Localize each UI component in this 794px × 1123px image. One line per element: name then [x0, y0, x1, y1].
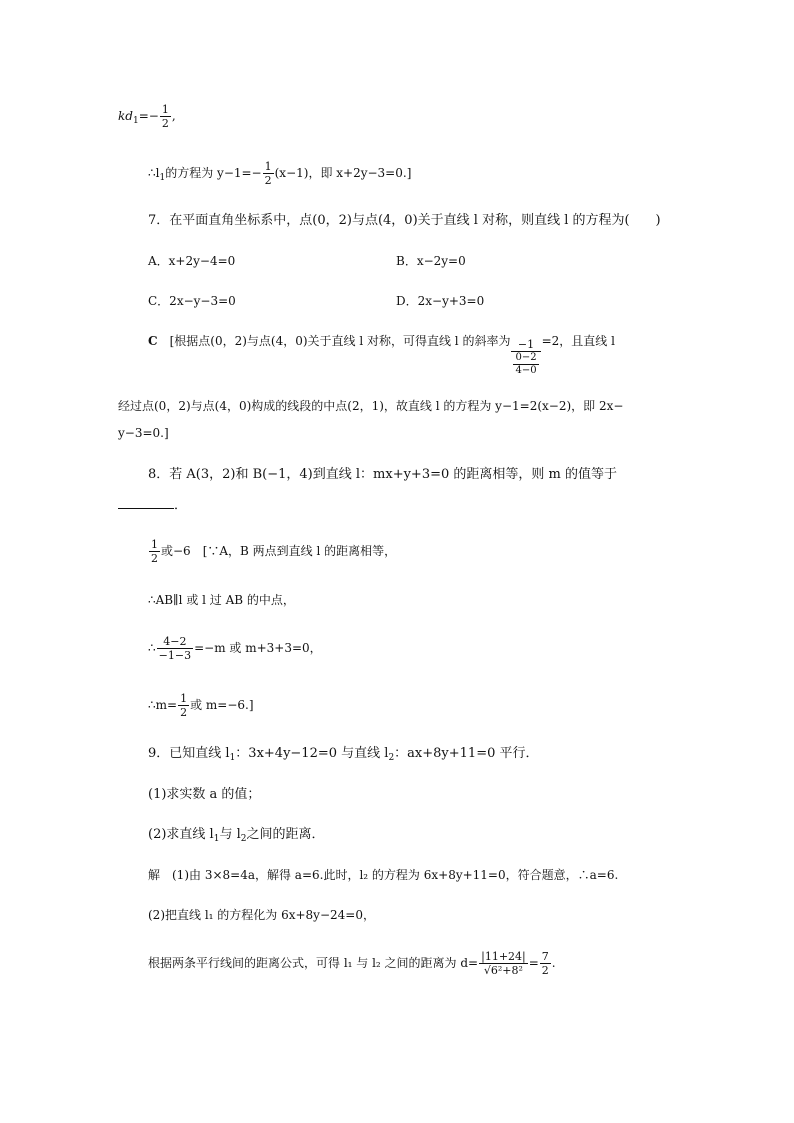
question-9-stem — [148, 745, 539, 767]
period: . — [551, 956, 556, 970]
equals-neg: =− — [138, 109, 159, 123]
question-7-stem: 7．在平面直角坐标系中，点(0，2)与点(4，0)关于直线 l 对称，则直线 l 的方程为( ) — [148, 213, 661, 228]
option-d: D．2x−y+3=0 — [396, 294, 485, 308]
question-8-blank-line — [118, 494, 187, 515]
q8-answer-line3 — [148, 635, 322, 662]
answer-blank — [118, 494, 174, 509]
equals: = — [528, 956, 539, 970]
subscript: 1 — [213, 834, 220, 844]
period: ． — [174, 498, 188, 513]
stem-text: 9．已知直线 l — [148, 746, 230, 761]
option-c: C．2x−y−3=0 — [148, 294, 236, 308]
numerator: 7 — [541, 950, 549, 963]
q8-answer-line4 — [148, 692, 254, 719]
subscript: 2 — [388, 753, 395, 763]
option-a: A．x+2y−4=0 — [148, 254, 236, 268]
numerator: 1 — [161, 103, 169, 116]
denominator: 2 — [264, 174, 272, 187]
equation-text-end: (x−1)，即 x+2y−3=0.] — [274, 166, 412, 180]
numerator: 1 — [151, 538, 158, 551]
answer-letter: C — [148, 334, 158, 348]
therefore: ∴ — [148, 641, 156, 655]
subscript: 1 — [229, 753, 236, 763]
answer-text-2: =2，且直线 l — [541, 334, 615, 348]
answer-text: [根据点(0，2)与点(4，0)关于直线 l 对称，可得直线 l 的斜率为 — [169, 334, 511, 348]
q9-part-1: (1)求实数 a 的值； — [148, 787, 261, 802]
option-b: B．x−2y=0 — [396, 254, 466, 268]
slope-fraction — [511, 338, 540, 377]
fraction-half — [263, 160, 274, 187]
subscript: 1 — [132, 116, 139, 126]
slope-fraction — [157, 635, 193, 662]
q9-solution-1: 解 (1)由 3×8=4a，解得 a=6.此时，l₂ 的方程为 6x+8y+11=0，符合题意，∴a=6. — [148, 868, 619, 882]
comma: , — [171, 109, 176, 123]
part-text-3: 之间的距离． — [246, 827, 325, 842]
equation-text: 的方程为 y−1=− — [165, 166, 262, 180]
answer-text: 或−6 [∵A，B 两点到直线 l 的距离相等， — [161, 544, 397, 558]
q7-answer-line3: y−3=0.] — [118, 426, 169, 440]
fraction-half — [149, 538, 160, 565]
numerator: 1 — [180, 692, 188, 705]
numerator: 1 — [264, 160, 272, 173]
therefore-m: ∴m= — [148, 698, 178, 712]
q8-answer-line2: ∴AB∥l 或 l 过 AB 的中点， — [148, 593, 295, 607]
question-8-stem: 8．若 A(3，2)和 B(−1，4)到直线 l：mx+y+3=0 的距离相等，则 m 的值等于 — [148, 467, 617, 482]
distance-fraction — [479, 950, 528, 977]
inner-numerator: 0−2 — [515, 351, 537, 363]
q9-solution-2: (2)把直线 l₁ 的方程化为 6x+8y−24=0， — [148, 908, 375, 922]
inner-denominator: 4−0 — [515, 364, 537, 376]
therefore-l: ∴l — [148, 166, 160, 180]
result-fraction — [540, 950, 551, 977]
var-d: d — [125, 109, 133, 123]
stem-text-2: ：3x+4y−12=0 与直线 l — [235, 746, 389, 761]
fraction-half — [160, 103, 171, 130]
denominator: √6²+8² — [483, 964, 523, 977]
solution-text: 根据两条平行线间的距离公式，可得 l₁ 与 l₂ 之间的距离为 d= — [148, 956, 479, 970]
subscript: 2 — [240, 834, 247, 844]
solution-line-kd1 — [118, 103, 176, 130]
part-text: (2)求直线 l — [148, 827, 214, 842]
denominator: 2 — [151, 552, 158, 565]
inner-fraction — [511, 352, 540, 377]
stem-text-3: ：ax+8y+11=0 平行． — [394, 746, 539, 761]
fraction-half — [178, 692, 189, 719]
answer-text: 或 m=−6.] — [190, 698, 254, 712]
q7-answer-line2: 经过点(0，2)与点(4，0)构成的线段的中点(2，1)，故直线 l 的方程为 y−1=2(x−2)，即 2x− — [118, 399, 624, 413]
denominator: 2 — [541, 964, 549, 977]
subscript: 1 — [159, 173, 166, 183]
var-k: k — [118, 109, 126, 123]
solution-line-l1-equation — [148, 160, 411, 187]
q9-solution-3 — [148, 950, 556, 977]
part-text-2: 与 l — [219, 827, 241, 842]
denominator: 2 — [180, 706, 188, 719]
q8-answer-line1 — [148, 538, 396, 565]
q7-answer-line1 — [148, 332, 615, 377]
numerator: |11+24| — [481, 950, 526, 963]
q9-part-2 — [148, 826, 325, 848]
outer-numerator: −1 — [511, 338, 540, 352]
denominator: 2 — [161, 117, 169, 130]
denominator: −1−3 — [158, 649, 192, 662]
answer-text: =−m 或 m+3+3=0， — [194, 641, 322, 655]
numerator: 4−2 — [157, 635, 193, 649]
